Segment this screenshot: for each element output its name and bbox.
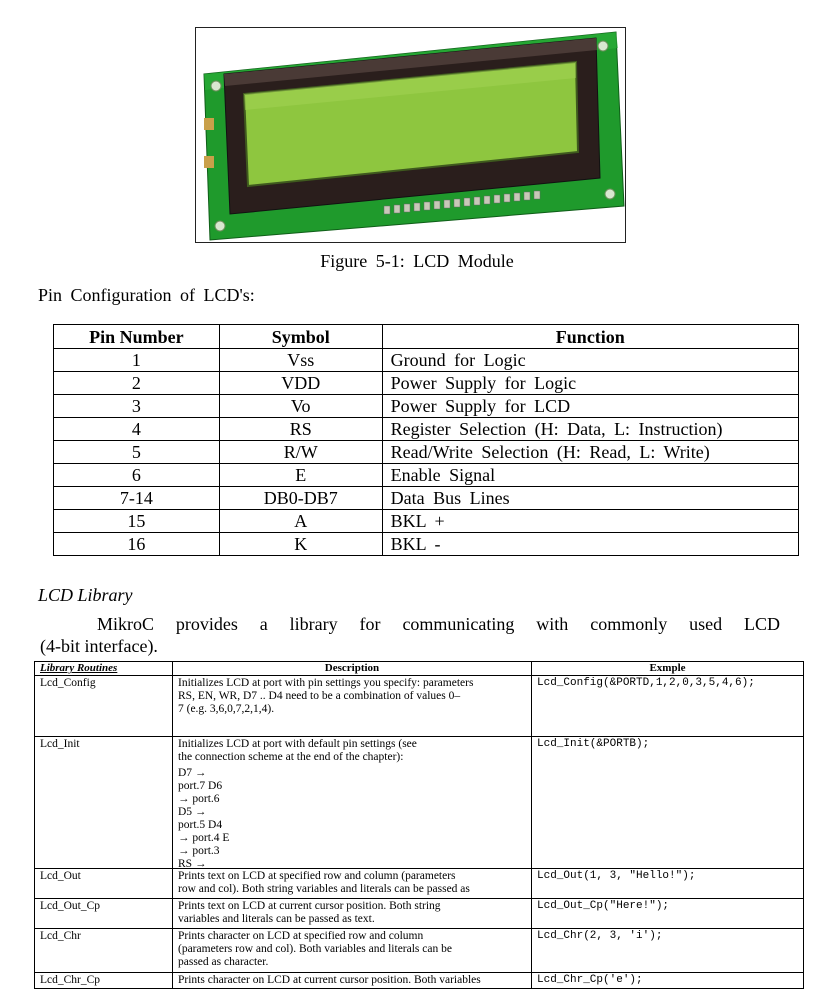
routine-example: Lcd_Chr(2, 3, 'i'); [532,929,804,973]
routine-name: Lcd_Out_Cp [35,899,173,929]
lcd-module-photo [195,27,626,243]
routine-example: Lcd_Config(&PORTD,1,2,0,3,5,4,6); [532,676,804,737]
table-row [54,510,799,533]
intro-line: (4-bit interface). [40,636,158,656]
lcd-library-intro [40,613,780,657]
column-header: Pin Number [54,325,220,349]
pin-symbol: E [219,464,382,487]
pin-symbol: VDD [219,372,382,395]
pin-function: Data Bus Lines [382,487,798,510]
library-routines-table [34,661,804,989]
pin-number: 4 [54,418,220,441]
routine-description: Prints text on LCD at specified row and column (parameters row and col). Both string variables and literals can be passed as [173,869,532,899]
pin-symbol: RS [219,418,382,441]
pin-number: 16 [54,533,220,556]
column-header: Library Routines [35,662,173,676]
routine-example: Lcd_Out(1, 3, "Hello!"); [532,869,804,899]
table-row [54,487,799,510]
pin-number: 5 [54,441,220,464]
pin-function: Read/Write Selection (H: Read, L: Write) [382,441,798,464]
routine-example: Lcd_Init(&PORTB); [532,737,804,869]
pin-number: 6 [54,464,220,487]
pin-symbol: A [219,510,382,533]
figure-caption: Figure 5-1: LCD Module [320,251,514,271]
column-header: Symbol [219,325,382,349]
pin-function: Enable Signal [382,464,798,487]
pin-function: Ground for Logic [382,349,798,372]
routine-example: Lcd_Out_Cp("Here!"); [532,899,804,929]
pin-symbol: R/W [219,441,382,464]
table-row [35,899,804,929]
table-header-row [54,325,799,349]
routine-name: Lcd_Init [35,737,173,869]
table-row [35,973,804,989]
table-row [35,929,804,973]
lcd-module-illustration [196,28,625,242]
table-row [54,395,799,418]
routine-example: Lcd_Chr_Cp('e'); [532,973,804,989]
table-row [35,676,804,737]
pin-number: 1 [54,349,220,372]
table-row [54,533,799,556]
pin-function: Power Supply for LCD [382,395,798,418]
table-row [54,372,799,395]
pin-number: 2 [54,372,220,395]
pin-function: BKL + [382,510,798,533]
pin-function: Register Selection (H: Data, L: Instruction) [382,418,798,441]
pin-symbol: K [219,533,382,556]
routine-description: Initializes LCD at port with default pin settings (see the connection scheme at the end of the chapter): D7 → port.7 D6 → port.6 D5 → port.5 D4 → port.4 E → port.3 RS → [173,737,532,869]
routine-description: Prints character on LCD at specified row and column (parameters row and col). Both variables and literals can be passed as character. [173,929,532,973]
pin-number: 15 [54,510,220,533]
table-row [54,464,799,487]
intro-line: MikroC provides a library for communicating with commonly used LCD [97,614,780,634]
pin-symbol: Vss [219,349,382,372]
pin-function: BKL - [382,533,798,556]
table-row [35,737,804,869]
lcd-library-heading: LCD Library [38,585,133,605]
routine-description: Prints character on LCD at current cursor position. Both variables [173,973,532,989]
pin-number: 7-14 [54,487,220,510]
table-row [54,349,799,372]
pin-number: 3 [54,395,220,418]
table-row [54,418,799,441]
pin-config-heading: Pin Configuration of LCD's: [38,285,255,305]
table-header-row [35,662,804,676]
routine-description: Prints text on LCD at current cursor position. Both string variables and literals can be passed as text. [173,899,532,929]
pin-symbol: Vo [219,395,382,418]
column-header: Function [382,325,798,349]
pin-symbol: DB0-DB7 [219,487,382,510]
pin-configuration-table [53,324,799,556]
table-row [35,869,804,899]
column-header: Description [173,662,532,676]
routine-name: Lcd_Chr [35,929,173,973]
pin-function: Power Supply for Logic [382,372,798,395]
table-row [54,441,799,464]
column-header: Exmple [532,662,804,676]
routine-description: Initializes LCD at port with pin settings you specify: parameters RS, EN, WR, D7 .. D4 need to be a combination of values 0– 7 (e.g. 3,6,0,7,2,1,4). [173,676,532,737]
routine-name: Lcd_Out [35,869,173,899]
routine-name: Lcd_Chr_Cp [35,973,173,989]
routine-name: Lcd_Config [35,676,173,737]
